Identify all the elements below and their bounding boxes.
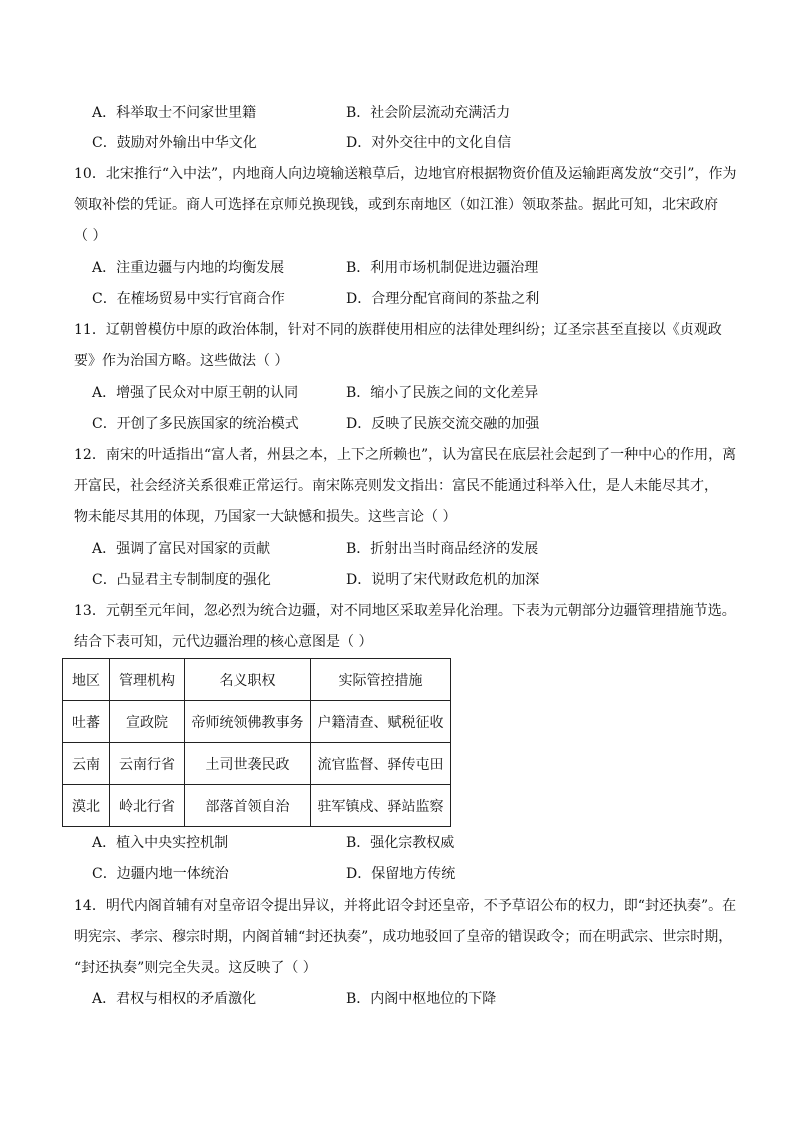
q13-stem-line-1: 13．元朝至元年间，忽必烈为统合边疆，对不同地区采取差异化治理。下表为元朝部分边疆管理措施节选。 [74, 603, 736, 619]
q10-stem-line-3: （ ） [74, 228, 107, 244]
q13-option-b[interactable]: B．强化宗教权威 [346, 835, 455, 851]
q12-option-d[interactable]: D．说明了宋代财政危机的加深 [346, 572, 540, 588]
q11-stem-line-1: 11．辽朝曾模仿中原的政治体制，针对不同的族群使用相应的法律处理纠纷；辽圣宗甚至直接以《贞观政 [74, 322, 722, 338]
q13-option-d[interactable]: D．保留地方传统 [346, 866, 456, 882]
q12-stem-line-1: 12．南宋的叶适指出“富人者，州县之本，上下之所赖也”，认为富民在底层社会起到了一种中心的作用，离 [74, 447, 737, 463]
q9-option-c[interactable]: C．鼓励对外输出中华文化 [92, 135, 257, 151]
q11-option-a[interactable]: A．增强了民众对中原王朝的认同 [92, 385, 299, 401]
q10-stem-line-2: 领取补偿的凭证。商人可选择在京师兑换现钱，或到东南地区（如江淮）领取茶盐。据此可知，北宋政府 [74, 197, 718, 213]
table-row [63, 743, 451, 785]
q11-option-c[interactable]: C．开创了多民族国家的统治模式 [92, 416, 299, 432]
table-header-cell: 管理机构 [110, 659, 185, 701]
table-cell: 岭北行省 [110, 785, 185, 827]
table-cell: 流官监督、驿传屯田 [311, 743, 451, 785]
table-header-cell: 名义职权 [185, 659, 311, 701]
q13-stem-line-2: 结合下表可知，元代边疆治理的核心意图是（ ） [74, 634, 373, 650]
q14-stem-line-2: 明宪宗、孝宗、穆宗时期，内阁首辅“封还执奏”，成功地驳回了皇帝的错误政令；而在明武宗、世宗时期， [74, 929, 733, 945]
q11-option-d[interactable]: D．反映了民族交流交融的加强 [346, 416, 540, 432]
q14-option-a[interactable]: A．君权与相权的矛盾激化 [92, 991, 257, 1007]
q11-option-b[interactable]: B．缩小了民族之间的文化差异 [346, 385, 539, 401]
table-cell: 漠北 [63, 785, 110, 827]
q10-option-c[interactable]: C．在榷场贸易中实行官商合作 [92, 291, 285, 307]
table-cell: 户籍清查、赋税征收 [311, 701, 451, 743]
q14-option-b[interactable]: B．内阁中枢地位的下降 [346, 991, 497, 1007]
q12-option-a[interactable]: A．强调了富民对国家的贡献 [92, 541, 271, 557]
table-cell: 驻军镇戍、驿站监察 [311, 785, 451, 827]
table-row [63, 785, 451, 827]
table-cell: 帝师统领佛教事务 [185, 701, 311, 743]
table-cell: 土司世袭民政 [185, 743, 311, 785]
frontier-governance-table [62, 658, 451, 827]
q14-stem-line-1: 14．明代内阁首辅有对皇帝诏令提出异议，并将此诏令封还皇帝，不予草诏公布的权力，即“封还执奏”。在 [74, 898, 737, 914]
table-header-cell: 地区 [63, 659, 110, 701]
q14-stem-line-3: “封还执奏”则完全失灵。这反映了（ ） [74, 960, 317, 976]
table-cell: 部落首领自治 [185, 785, 311, 827]
q12-option-b[interactable]: B．折射出当时商品经济的发展 [346, 541, 539, 557]
table-cell: 吐蕃 [63, 701, 110, 743]
q13-option-c[interactable]: C．边疆内地一体统治 [92, 866, 229, 882]
q9-option-b[interactable]: B．社会阶层流动充满活力 [346, 105, 511, 121]
q10-option-b[interactable]: B．利用市场机制促进边疆治理 [346, 260, 539, 276]
q9-option-d[interactable]: D．对外交往中的文化自信 [346, 135, 512, 151]
q10-stem-line-1: 10．北宋推行“入中法”，内地商人向边境输送粮草后，边地官府根据物资价值及运输距离发放“交引”，作为 [74, 166, 737, 182]
q9-option-a[interactable]: A．科举取士不问家世里籍 [92, 105, 257, 121]
table-cell: 云南 [63, 743, 110, 785]
q12-option-c[interactable]: C．凸显君主专制制度的强化 [92, 572, 271, 588]
table-row [63, 701, 451, 743]
table-cell: 宣政院 [110, 701, 185, 743]
table-header-cell: 实际管控措施 [311, 659, 451, 701]
table-cell: 云南行省 [110, 743, 185, 785]
q12-stem-line-3: 物未能尽其用的体现，乃国家一大缺憾和损失。这些言论（ ） [74, 509, 457, 525]
q10-option-a[interactable]: A．注重边疆与内地的均衡发展 [92, 260, 285, 276]
q12-stem-line-2: 开富民，社会经济关系很难正常运行。南宋陈亮则发文指出：富民不能通过科举入仕，是人未能尽其才， [74, 478, 718, 494]
table-header-row [63, 659, 451, 701]
q10-option-d[interactable]: D．合理分配官商间的茶盐之利 [346, 291, 540, 307]
q13-option-a[interactable]: A．植入中央实控机制 [92, 835, 229, 851]
q11-stem-line-2: 要》作为治国方略。这些做法（ ） [74, 353, 289, 369]
